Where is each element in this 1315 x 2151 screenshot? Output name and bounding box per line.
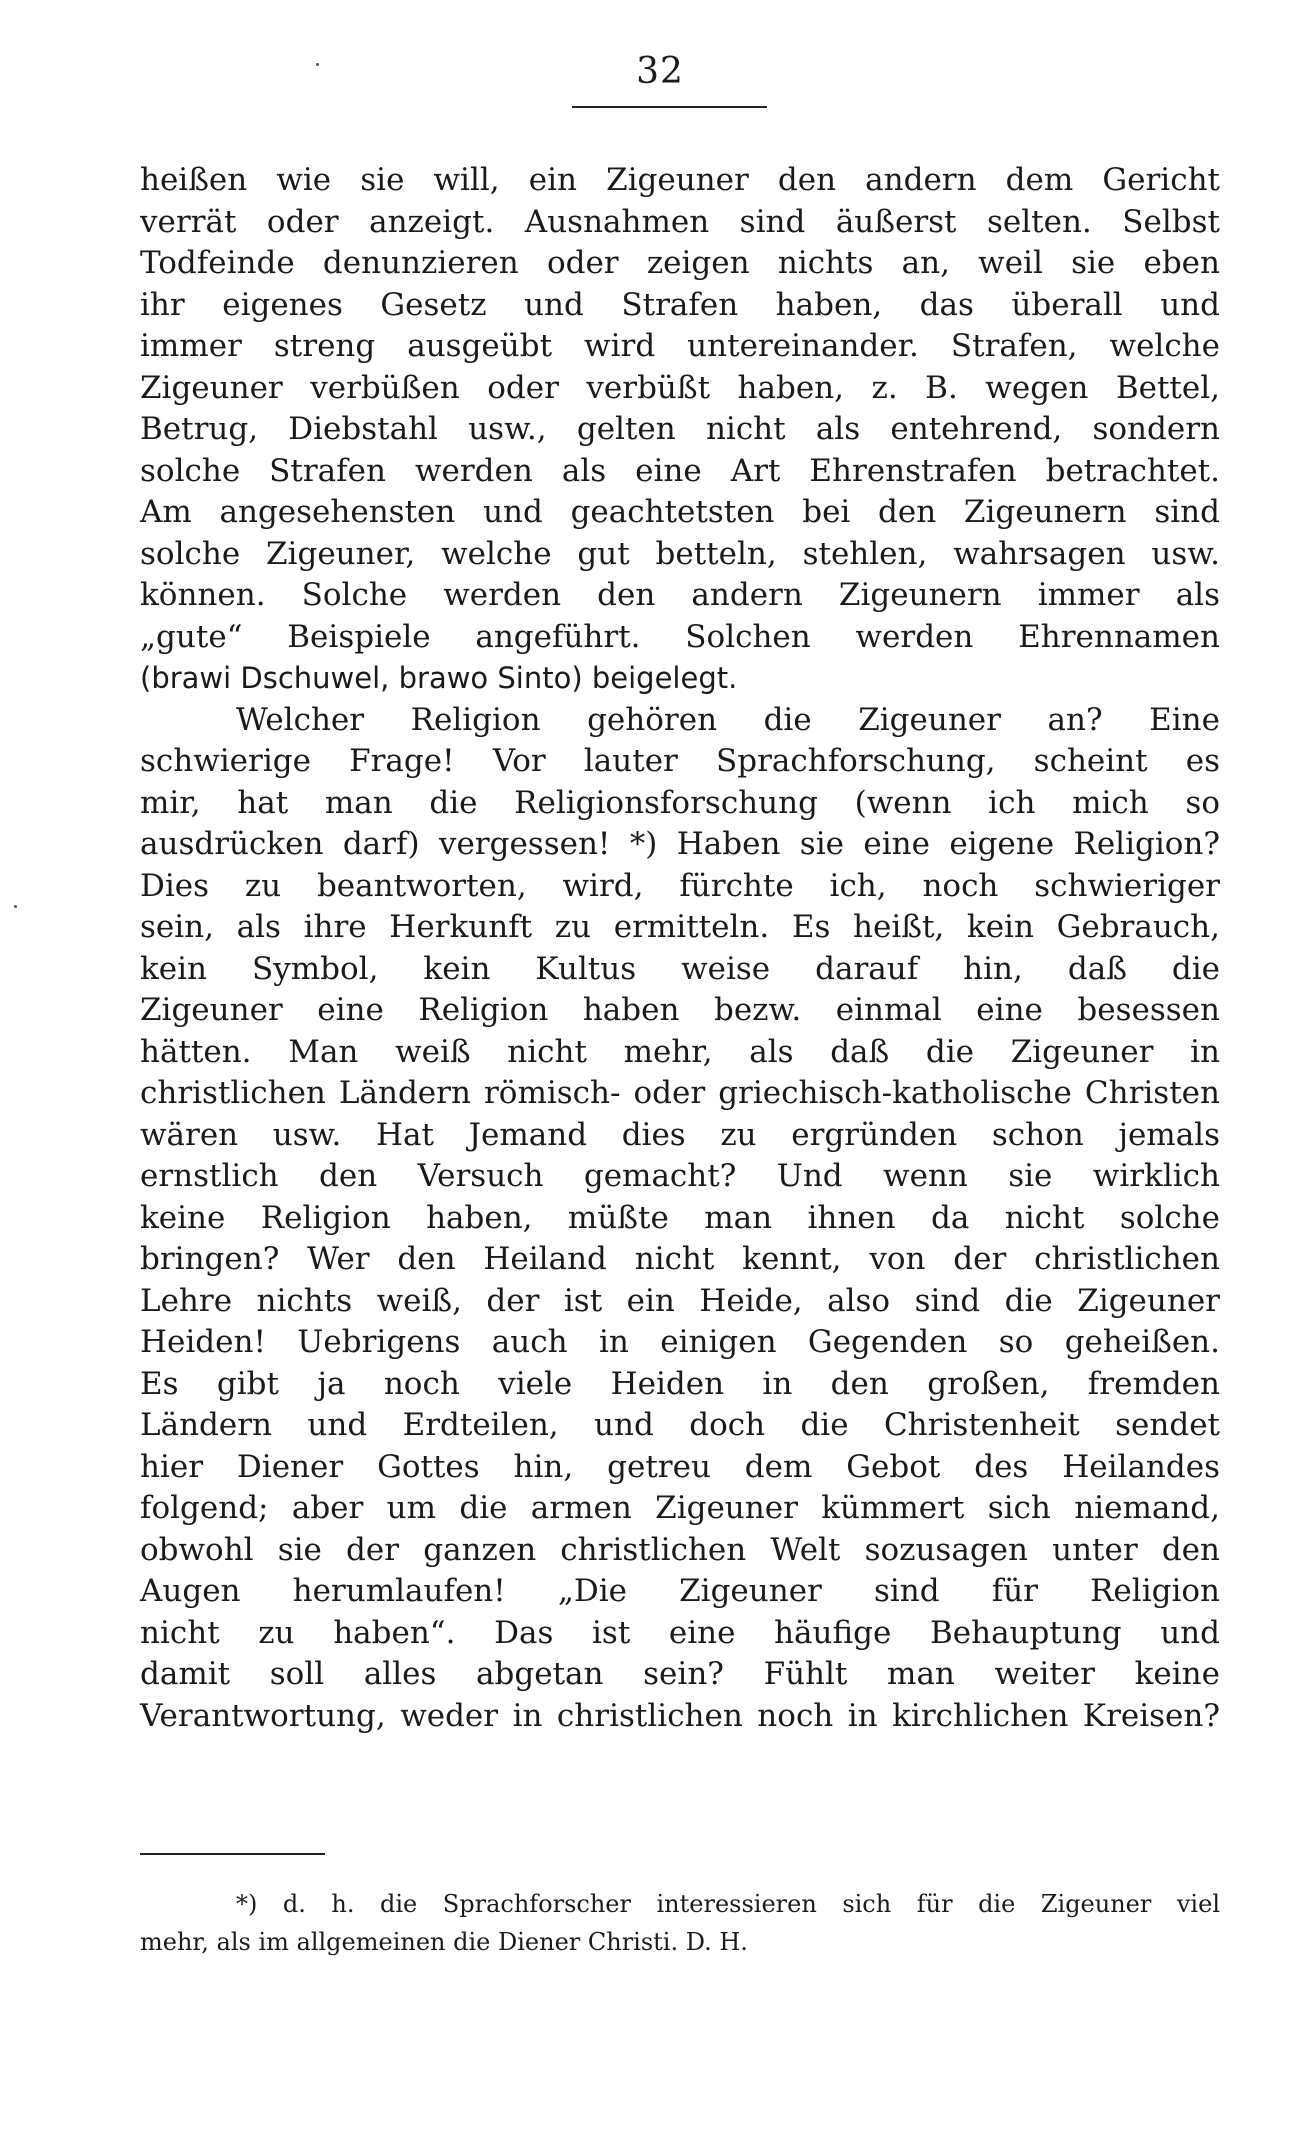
page-number: 32 xyxy=(636,51,684,92)
text-line: Dies zu beantworten, wird, fürchte ich, noch schwieriger xyxy=(140,867,1220,904)
text-line: ausdrücken darf) vergessen! *) Haben sie eine eigene Religion? xyxy=(140,826,1220,862)
text-line: hätten. Man weiß nicht mehr, als daß die Zigeuner in xyxy=(140,1033,1220,1070)
text-line: können. Solche werden den andern Zigeunern immer als xyxy=(140,577,1220,613)
text-line: Augen herumlaufen! „Die Zigeuner sind für Religion xyxy=(140,1573,1220,1609)
body-text xyxy=(140,160,1220,1737)
text-line: wären usw. Hat Jemand dies zu ergründen schon jemals xyxy=(140,1116,1220,1153)
text-line: schwierige Frage! Vor lauter Sprachforschung, scheint es xyxy=(140,743,1220,779)
footnote-line: *) d. h. die Sprachforscher interessieren sich für die Zigeuner viel xyxy=(236,1890,1220,1918)
text-line: Betrug, Diebstahl usw., gelten nicht als entehrend, sondern xyxy=(140,411,1220,447)
footnote-line: mehr, als im allgemeinen die Diener Christi. D. H. xyxy=(140,1928,748,1956)
text-line: ernstlich den Versuch gemacht? Und wenn sie wirklich xyxy=(140,1158,1220,1194)
footnote xyxy=(140,1885,1220,1961)
text-line-paragraph-start: Welcher Religion gehören die Zigeuner an? Eine xyxy=(236,701,1220,738)
text-line: hier Diener Gottes hin, getreu dem Gebot des Heilandes xyxy=(140,1448,1220,1485)
text-line: mir, hat man die Religionsforschung (wenn ich mich so xyxy=(140,784,1220,821)
text-line: christlichen Ländern römisch- oder griechisch-katholische Christen xyxy=(140,1075,1220,1111)
footnote-rule xyxy=(140,1853,325,1855)
paper-speck xyxy=(316,63,319,66)
text-line: nicht zu haben“. Das ist eine häufige Behauptung und xyxy=(140,1614,1220,1651)
text-line: sein, als ihre Herkunft zu ermitteln. Es heißt, kein Gebrauch, xyxy=(140,909,1220,945)
text-line: Heiden! Uebrigens auch in einigen Gegenden so geheißen. xyxy=(140,1324,1220,1360)
header-rule xyxy=(572,106,767,108)
text-line: solche Strafen werden als eine Art Ehrenstrafen betrachtet. xyxy=(140,452,1220,489)
text-line: solche Zigeuner, welche gut betteln, stehlen, wahrsagen usw. xyxy=(140,535,1220,572)
text-line: kein Symbol, kein Kultus weise darauf hin, daß die xyxy=(140,950,1220,987)
text-line: immer streng ausgeübt wird untereinander. Strafen, welche xyxy=(140,328,1220,364)
text-line-paragraph-end: (brawi Dschuwel, brawo Sinto) beigelegt. xyxy=(140,661,738,695)
text-line: folgend; aber um die armen Zigeuner kümmert sich niemand, xyxy=(140,1490,1220,1526)
text-line: bringen? Wer den Heiland nicht kennt, von der christlichen xyxy=(140,1241,1220,1277)
text-line: verrät oder anzeigt. Ausnahmen sind äußerst selten. Selbst xyxy=(140,203,1220,240)
text-line: Am angesehensten und geachtetsten bei den Zigeunern sind xyxy=(140,494,1220,530)
text-line: Ländern und Erdteilen, und doch die Christenheit sendet xyxy=(140,1407,1220,1443)
paper-speck xyxy=(14,905,17,908)
text-line: Todfeinde denunzieren oder zeigen nichts an, weil sie eben xyxy=(140,245,1220,281)
text-line: obwohl sie der ganzen christlichen Welt sozusagen unter den xyxy=(140,1531,1220,1568)
text-line: Es gibt ja noch viele Heiden in den großen, fremden xyxy=(140,1365,1220,1402)
text-line: Lehre nichts weiß, der ist ein Heide, also sind die Zigeuner xyxy=(140,1282,1220,1319)
text-line: ihr eigenes Gesetz und Strafen haben, das überall und xyxy=(140,286,1220,323)
text-line: Verantwortung, weder in christlichen noch in kirchlichen Kreisen? xyxy=(140,1697,1220,1734)
text-line: damit soll alles abgetan sein? Fühlt man weiter keine xyxy=(140,1656,1220,1692)
text-line: Zigeuner verbüßen oder verbüßt haben, z. B. wegen Bettel, xyxy=(140,369,1220,406)
text-line: keine Religion haben, müßte man ihnen da nicht solche xyxy=(140,1199,1220,1236)
text-line: „gute“ Beispiele angeführt. Solchen werden Ehrennamen xyxy=(140,618,1220,655)
text-line: Zigeuner eine Religion haben bezw. einmal eine besessen xyxy=(140,992,1220,1028)
text-line: heißen wie sie will, ein Zigeuner den andern dem Gericht xyxy=(140,162,1220,198)
